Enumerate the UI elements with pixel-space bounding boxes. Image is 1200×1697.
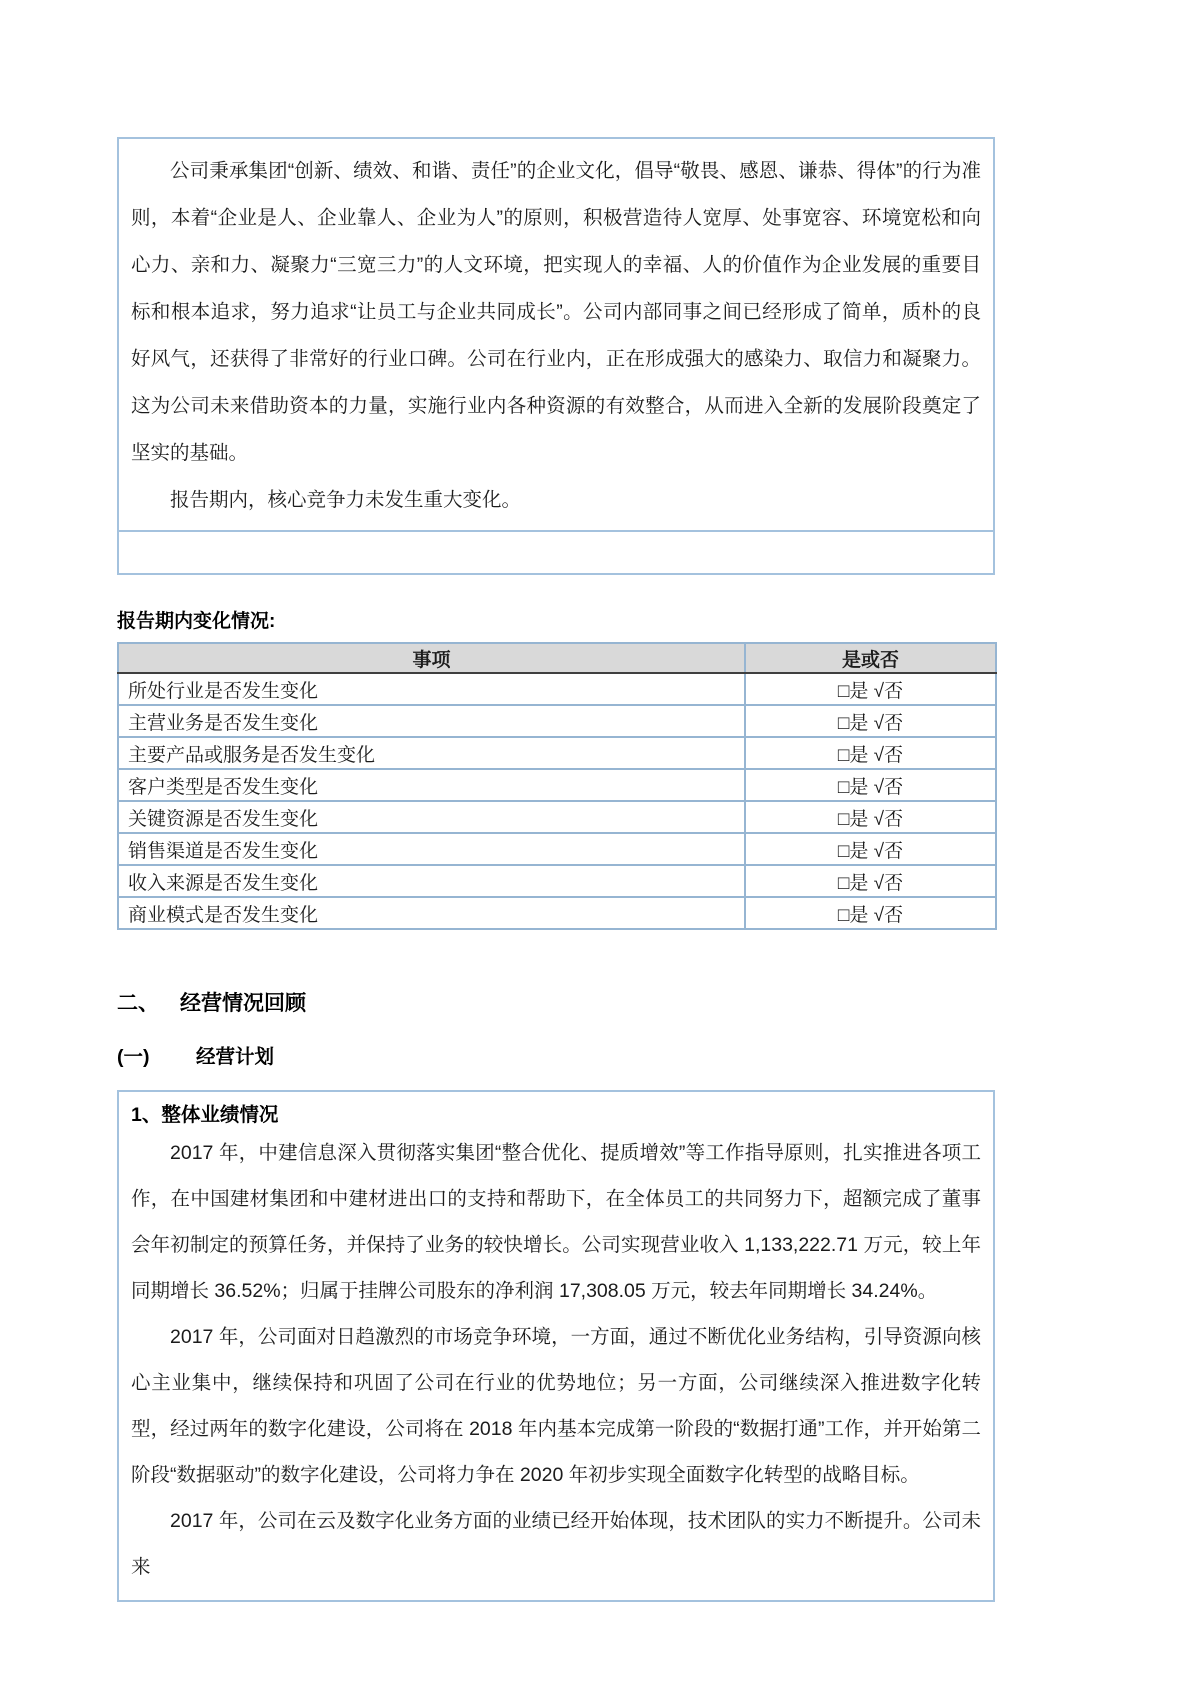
answer-cell: □是 √否 bbox=[745, 737, 996, 769]
document-page bbox=[117, 0, 995, 1602]
table-row bbox=[118, 833, 996, 865]
answer-cell: □是 √否 bbox=[745, 769, 996, 801]
core-competitiveness-box bbox=[117, 137, 995, 575]
item-cell: 主营业务是否发生变化 bbox=[118, 705, 745, 737]
table-row bbox=[118, 865, 996, 897]
item-cell: 商业模式是否发生变化 bbox=[118, 897, 745, 929]
answer-cell: □是 √否 bbox=[745, 833, 996, 865]
answer-cell: □是 √否 bbox=[745, 705, 996, 737]
section-number: 二、 bbox=[117, 992, 159, 1015]
table-header-row bbox=[118, 643, 996, 673]
item-cell: 关键资源是否发生变化 bbox=[118, 801, 745, 833]
answer-cell: □是 √否 bbox=[745, 673, 996, 705]
performance-paragraph-2: 2017 年，公司面对日趋激烈的市场竞争环境，一方面，通过不断优化业务结构，引导资源向核心主业集中，继续保持和巩固了公司在行业的优势地位；另一方面，公司继续深入推进数字化转型，经过两年的数字化建设，公司将在 2018 年内基本完成第一阶段的“数据打通”工作，并开始第二阶段“数据驱动”的数字化建设，公司将力争在 2020 年初步实现全面数字化转型的战略目标。 bbox=[131, 1326, 981, 1486]
table-row bbox=[118, 705, 996, 737]
table-row bbox=[118, 737, 996, 769]
empty-row bbox=[119, 532, 993, 573]
performance-heading: 1、整体业绩情况 bbox=[131, 1104, 279, 1126]
table-row bbox=[118, 769, 996, 801]
item-cell: 所处行业是否发生变化 bbox=[118, 673, 745, 705]
subsection-number: (一) bbox=[117, 1046, 150, 1068]
table-row bbox=[118, 897, 996, 929]
changes-table bbox=[117, 642, 997, 930]
item-cell: 收入来源是否发生变化 bbox=[118, 865, 745, 897]
answer-cell: □是 √否 bbox=[745, 897, 996, 929]
intro-paragraph: 公司秉承集团“创新、绩效、和谐、责任”的企业文化，倡导“敬畏、感恩、谦恭、得体”的行为准则，本着“企业是人、企业靠人、企业为人”的原则，积极营造待人宽厚、处事宽容、环境宽松和向心力、亲和力、凝聚力“三宽三力”的人文环境，把实现人的幸福、人的价值作为企业发展的重要目标和根本追求，努力追求“让员工与企业共同成长”。公司内部同事之间已经形成了简单，质朴的良好风气，还获得了非常好的行业口碑。公司在行业内，正在形成强大的感染力、取信力和凝聚力。这为公司未来借助资本的力量，实施行业内各种资源的有效整合，从而进入全新的发展阶段奠定了坚实的基础。 bbox=[131, 160, 981, 464]
answer-cell: □是 √否 bbox=[745, 801, 996, 833]
item-cell: 客户类型是否发生变化 bbox=[118, 769, 745, 801]
item-cell: 销售渠道是否发生变化 bbox=[118, 833, 745, 865]
report-period-note: 报告期内，核心竞争力未发生重大变化。 bbox=[170, 489, 522, 511]
core-competitiveness-text-cell bbox=[119, 139, 993, 532]
performance-box bbox=[117, 1090, 995, 1602]
answer-cell: □是 √否 bbox=[745, 865, 996, 897]
header-yesno: 是或否 bbox=[745, 643, 996, 673]
performance-paragraph-3: 2017 年，公司在云及数字化业务方面的业绩已经开始体现，技术团队的实力不断提升。公司未来 bbox=[131, 1510, 981, 1578]
changes-table-label: 报告期内变化情况: bbox=[117, 611, 276, 632]
subsection-heading bbox=[117, 1041, 995, 1069]
item-cell: 主要产品或服务是否发生变化 bbox=[118, 737, 745, 769]
performance-paragraph-1: 2017 年，中建信息深入贯彻落实集团“整合优化、提质增效”等工作指导原则，扎实推进各项工作，在中国建材集团和中建材进出口的支持和帮助下，在全体员工的共同努力下，超额完成了董事会年初制定的预算任务，并保持了业务的较快增长。公司实现营业收入 1,133,222.71 万元，较上年同期增长 36.52%；归属于挂牌公司股东的净利润 17,308.05 万元，较去年同期增长 34.24%。 bbox=[131, 1142, 981, 1302]
section-title: 经营情况回顾 bbox=[180, 992, 306, 1015]
table-row bbox=[118, 801, 996, 833]
section-heading bbox=[117, 987, 995, 1017]
header-item: 事项 bbox=[118, 643, 745, 673]
subsection-title: 经营计划 bbox=[196, 1046, 275, 1068]
table-row bbox=[118, 673, 996, 705]
